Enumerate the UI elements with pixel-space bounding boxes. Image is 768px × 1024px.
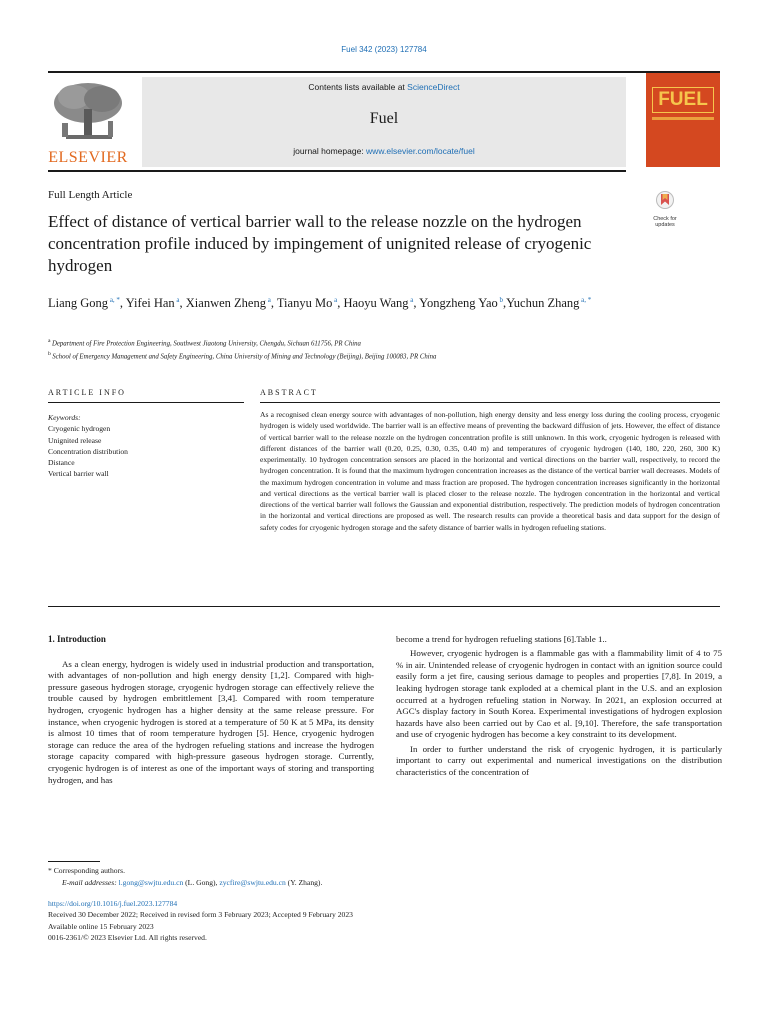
email-owner: (L. Gong),: [183, 877, 220, 887]
corresponding-note: * Corresponding authors.: [48, 866, 125, 875]
keyword-item: Cryogenic hydrogen: [48, 424, 111, 434]
article-metadata: [48, 898, 728, 943]
keywords-block: [48, 412, 244, 480]
email-line: [48, 877, 728, 889]
journal-name: Fuel: [369, 110, 399, 127]
masthead: [48, 71, 720, 168]
email-link-gong[interactable]: l.gong@swjtu.edu.cn: [118, 877, 184, 887]
keyword-item: Unignited release: [48, 435, 102, 445]
section-heading-introduction: 1. Introduction: [48, 634, 106, 644]
abstract-text: As a recognised clean energy source with advantages of non-pollution, high energy density and less energy loss during the cooling process, cryogenic hydrogen is widely used worldwide. The barrier wall is an effective means of preventing the backward diffusion of jets. However, the effect of distance of vertical barrier wall to the release nozzle on the hydrogen concentration profile is still unknown. In this work, cryogenic hydrogen is released with different distances of the barrier wall (0.20, 0.25, 0.30, 0.35, 0.40 m) and temperatures of cryogenic hydrogen (140, 180, 220, 260, 300 K) experimentally. 10 hydrogen concentration sensors are placed in the horizontal and vertical directions on the barrier wall, respectively, to record the hydrogen concentration. It is found that the maximum hydrogen concentration increases as the distance of the vertical barrier wall decreases. Models of the maximum hydrogen concentration in volume and mass fraction are proposed. The hydrogen concentration increases significantly in the horizontal and vertical directions as the vertical barrier wall is placed closer to the release nozzle. The hydrogen concentration in the horizontal and vertical directions of the vertical barrier wall follows the Gaussian and exponential distribution, respectively. The prediction models of hydrogen concentration in the horizontal and vertical directions are proposed as well. The research results can provide a theoretical basis and data support for the design of safety codes for cryogenic hydrogen storage and the safety distance of barrier walls in hydrogen refueling stations.: [260, 410, 720, 532]
author-affiliation-mark[interactable]: a: [265, 296, 271, 304]
author-name[interactable]: Yuchun Zhang: [506, 296, 580, 311]
author-affiliation-mark[interactable]: a: [174, 296, 180, 304]
journal-citation[interactable]: Fuel 342 (2023) 127784: [341, 45, 427, 54]
available-online: Available online 15 February 2023: [48, 921, 154, 931]
copyright: 0016-2361/© 2023 Elsevier Ltd. All rights reserved.: [48, 932, 207, 942]
email-link-zhang[interactable]: zycfire@swjtu.edu.cn: [219, 877, 286, 887]
article-type: Full Length Article: [48, 189, 133, 201]
author-name[interactable]: Haoyu Wang: [343, 296, 409, 311]
sciencedirect-link[interactable]: ScienceDirect: [407, 82, 460, 92]
author-list: Liang Gong $^{a, *}$, Yifei Han $^a$, Xianwen Zheng $^a$, Tianyu Mo $^a$, Haoyu Wang $^a$, Yongzheng Yao $^b$,Yuchun Zhang $^{a, *}$: [48, 296, 592, 311]
check-updates-button[interactable]: [645, 191, 685, 229]
body-paragraph: become a trend for hydrogen refueling stations [6].Table 1..: [396, 634, 607, 644]
check-updates-label: Check for updates: [653, 216, 677, 228]
masthead-rule: [48, 170, 626, 172]
article-info-rule: [48, 402, 244, 403]
keywords-label: Keywords:: [48, 413, 81, 422]
author-name[interactable]: Yifei Han: [125, 296, 175, 311]
author-affiliation-mark[interactable]: a: [408, 296, 414, 304]
journal-cover[interactable]: [646, 73, 720, 167]
abstract-bottom-rule: [48, 606, 720, 607]
body-paragraph: In order to further understand the risk of cryogenic hydrogen, it is particularly important to carry out experimental and numerical investigations on the distribution characteristics of the concentration of: [396, 743, 722, 777]
cover-title: FUEL: [652, 87, 714, 113]
author-name[interactable]: Xianwen Zheng: [185, 296, 266, 311]
footnotes: [48, 865, 728, 888]
author-name[interactable]: Tianyu Mo: [276, 296, 333, 311]
keyword-list: [48, 423, 244, 479]
publisher-logo[interactable]: [48, 79, 140, 167]
email-owner: (Y. Zhang).: [285, 877, 323, 887]
abstract-heading: ABSTRACT: [260, 388, 318, 397]
homepage-link[interactable]: www.elsevier.com/locate/fuel: [366, 146, 475, 156]
body-paragraph: As a clean energy, hydrogen is widely used in industrial production and transportation, with advantages of non-pollution and high energy density [1,2]. Compared with high-pressure gaseous hydrogen storage, cryogenic hydrogen storage can effectively relieve the trouble caused by hydrogen embrittlement [3,4]. Compared with room temperature hydrogen, cryogenic hydrogen has a higher density at the same release pressure. For instance, when cryogenic hydrogen is stored at a temperature of 50 K at 5 MPa, its density is almost 10 times that of room temperature hydrogen [5]. Hence, cryogenic hydrogen storage can reduce the area of the hydrogen refueling stations and increase the hydrogen storage capacity compared with high-pressure gaseous hydrogen storage. Currently, cryogenic hydrogen is of interest as one of the important ways of storing and transporting hydrogen, and has: [48, 658, 374, 785]
abstract-rule: [260, 402, 720, 403]
article-title: Effect of distance of vertical barrier wall to the release nozzle on the hydrogen concentration profile induced by impingement of unignited release of cryogenic hydrogen: [48, 212, 592, 275]
author-affiliation-mark[interactable]: a: [332, 296, 338, 304]
left-column: [48, 634, 374, 789]
right-column: [396, 634, 722, 781]
keyword-item: Concentration distribution: [48, 446, 128, 456]
body-paragraph: However, cryogenic hydrogen is a flammable gas with a flammability limit of 4 to 75 % in air. Unintended release of cryogenic hydrogen in contact with an ignition source could easily form a jet fire, causing serious damage to peoples and properties [7,8]. In 2019, a leaking hydrogen storage tank exploded at a chemical plant in the U.S. and an explosion occurred at a hydrogen refueling station in Norway. In 2021, an explosion occurred at AGC's display factory in South Korea. Experimental investigations of hydrogen explosion hazards have also been carried out by Cao et al. [9,10]. Therefore, the safe transportation and use of cryogenic hydrogen has become a key constraint to its development.: [396, 648, 722, 740]
author-affiliation-mark[interactable]: a, *: [108, 296, 120, 304]
doi-link[interactable]: https://doi.org/10.1016/j.fuel.2023.127784: [48, 899, 178, 908]
publisher-name: ELSEVIER: [48, 149, 128, 166]
cover-band: [652, 117, 714, 120]
journal-info-panel: [142, 77, 626, 167]
affiliations: [48, 336, 728, 363]
keyword-item: Distance: [48, 458, 75, 468]
author-affiliation-mark[interactable]: a, *: [579, 296, 592, 304]
footnote-rule: [48, 861, 100, 862]
email-label: E-mail addresses:: [62, 877, 117, 887]
contents-line: Contents lists available at ScienceDirect: [308, 82, 460, 92]
tree-logo-icon: [48, 79, 128, 145]
homepage-line: journal homepage: www.elsevier.com/locate/fuel: [293, 146, 475, 156]
received-dates: Received 30 December 2022; Received in revised form 3 February 2023; Accepted 9 February 2023: [48, 910, 353, 920]
bookmark-icon: [656, 191, 674, 211]
affiliation-item: $^b$ School of Emergency Management and Safety Engineering, China University of Mining and Technology (Beijing), Beijing 100083, PR China: [48, 351, 437, 361]
author-name[interactable]: Yongzheng Yao: [419, 296, 498, 311]
article-info-heading: ARTICLE INFO: [48, 388, 126, 397]
affiliation-item: $^a$ Department of Fire Protection Engineering, Southwest Jiaotong University, Chengdu, Sichuan 611756, PR China: [48, 338, 361, 348]
author-name[interactable]: Liang Gong: [48, 296, 109, 311]
keyword-item: Vertical barrier wall: [48, 469, 109, 479]
author-affiliation-mark[interactable]: b: [497, 296, 504, 304]
